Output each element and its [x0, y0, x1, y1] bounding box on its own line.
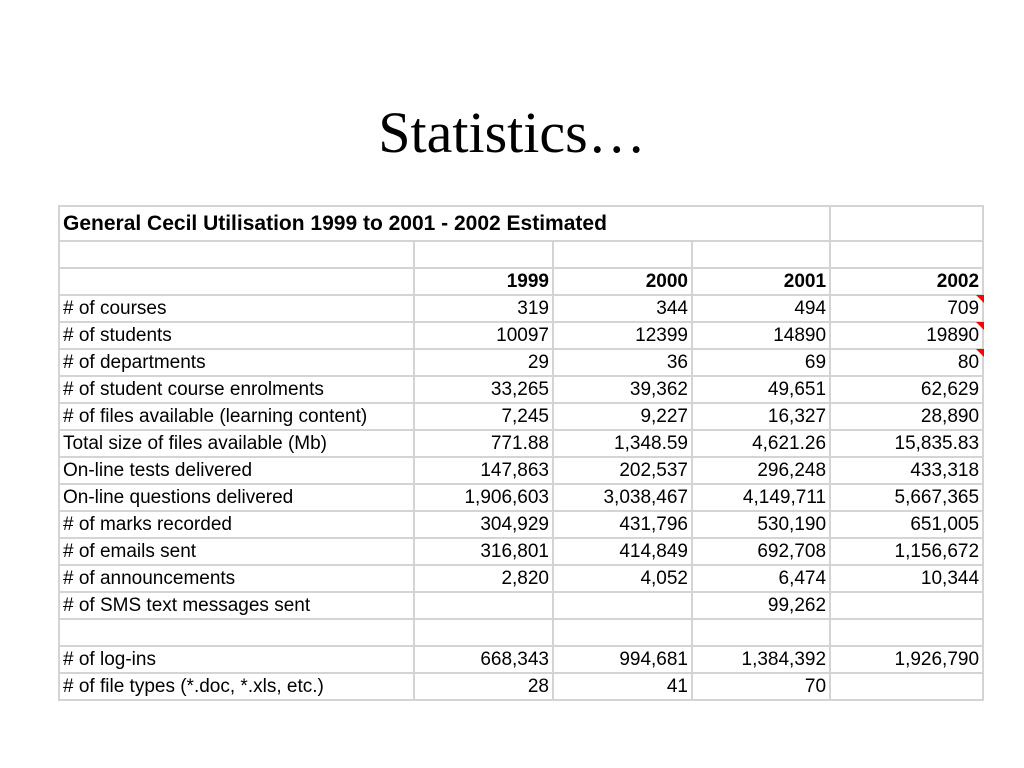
- value-cell-with-comment[interactable]: [830, 322, 983, 349]
- blank-row: [59, 241, 983, 268]
- value-cell: 668,343: [414, 646, 553, 673]
- header-label-cell: [59, 268, 414, 295]
- row-label: # of announcements: [59, 565, 414, 592]
- value-cell: 202,537: [553, 457, 692, 484]
- row-label: # of log-ins: [59, 646, 414, 673]
- value-cell: 7,245: [414, 403, 553, 430]
- slide-title: Statistics…: [378, 100, 646, 165]
- value-cell: 41: [553, 673, 692, 700]
- value-cell: [553, 592, 692, 619]
- value-cell: 9,227: [553, 403, 692, 430]
- row-label: # of student course enrolments: [59, 376, 414, 403]
- row-label: On-line tests delivered: [59, 457, 414, 484]
- value-text: 80: [957, 352, 980, 373]
- value-cell: 530,190: [692, 511, 830, 538]
- value-cell: 33,265: [414, 376, 553, 403]
- value-cell: 304,929: [414, 511, 553, 538]
- value-cell: 431,796: [553, 511, 692, 538]
- table-row: [59, 484, 983, 511]
- value-text: 709: [947, 298, 980, 319]
- value-cell: 994,681: [553, 646, 692, 673]
- value-cell: [414, 592, 553, 619]
- value-cell: 39,362: [553, 376, 692, 403]
- value-cell: 4,621.26: [692, 430, 830, 457]
- value-cell: 29: [414, 349, 553, 376]
- row-label: # of courses: [59, 295, 414, 322]
- row-label: # of students: [59, 322, 414, 349]
- value-cell: 4,149,711: [692, 484, 830, 511]
- value-cell: 28,890: [830, 403, 983, 430]
- table-row: [59, 403, 983, 430]
- value-cell: 28: [414, 673, 553, 700]
- table-row: [59, 349, 983, 376]
- value-cell: 1,348.59: [553, 430, 692, 457]
- table-row: [59, 646, 983, 673]
- table-row: [59, 511, 983, 538]
- value-cell-with-comment[interactable]: [830, 349, 983, 376]
- value-cell: 12399: [553, 322, 692, 349]
- value-cell: 49,651: [692, 376, 830, 403]
- value-cell: 99,262: [692, 592, 830, 619]
- table-row: [59, 538, 983, 565]
- value-cell: 3,038,467: [553, 484, 692, 511]
- comment-indicator-icon[interactable]: [976, 295, 984, 303]
- row-label: # of emails sent: [59, 538, 414, 565]
- table-row: [59, 592, 983, 619]
- row-label: # of files available (learning content): [59, 403, 414, 430]
- value-cell: 296,248: [692, 457, 830, 484]
- year-header-row: [59, 268, 983, 295]
- value-cell: 319: [414, 295, 553, 322]
- year-header: 2002: [830, 268, 983, 295]
- value-cell: 1,384,392: [692, 646, 830, 673]
- row-label: # of departments: [59, 349, 414, 376]
- value-cell: 5,667,365: [830, 484, 983, 511]
- row-label: # of file types (*.doc, *.xls, etc.): [59, 673, 414, 700]
- value-cell: 36: [553, 349, 692, 376]
- table-row: [59, 457, 983, 484]
- value-cell: 69: [692, 349, 830, 376]
- year-header: 2000: [553, 268, 692, 295]
- value-cell: 771.88: [414, 430, 553, 457]
- value-text: 19890: [926, 325, 980, 346]
- table-row: [59, 376, 983, 403]
- value-cell: [830, 592, 983, 619]
- value-cell: 1,906,603: [414, 484, 553, 511]
- value-cell: 62,629: [830, 376, 983, 403]
- blank-row: [59, 619, 983, 646]
- row-label: # of marks recorded: [59, 511, 414, 538]
- utilisation-table: [58, 205, 984, 701]
- value-cell: 494: [692, 295, 830, 322]
- table-title: General Cecil Utilisation 1999 to 2001 - 2002 Estimated: [59, 206, 830, 241]
- table-row: [59, 565, 983, 592]
- value-cell: 10097: [414, 322, 553, 349]
- value-cell: 1,156,672: [830, 538, 983, 565]
- row-label: Total size of files available (Mb): [59, 430, 414, 457]
- comment-indicator-icon[interactable]: [976, 322, 984, 330]
- value-cell: 433,318: [830, 457, 983, 484]
- value-cell: 651,005: [830, 511, 983, 538]
- table-row: [59, 322, 983, 349]
- value-cell: 344: [553, 295, 692, 322]
- table-row: [59, 295, 983, 322]
- value-cell: 16,327: [692, 403, 830, 430]
- year-header: 2001: [692, 268, 830, 295]
- value-cell: [830, 673, 983, 700]
- row-label: # of SMS text messages sent: [59, 592, 414, 619]
- value-cell: 2,820: [414, 565, 553, 592]
- row-label: On-line questions delivered: [59, 484, 414, 511]
- value-cell: 6,474: [692, 565, 830, 592]
- value-cell: 414,849: [553, 538, 692, 565]
- value-cell: 1,926,790: [830, 646, 983, 673]
- value-cell: 10,344: [830, 565, 983, 592]
- value-cell: 70: [692, 673, 830, 700]
- value-cell-with-comment[interactable]: [830, 295, 983, 322]
- empty-cell: [830, 206, 983, 241]
- value-cell: 692,708: [692, 538, 830, 565]
- year-header: 1999: [414, 268, 553, 295]
- table-row: [59, 673, 983, 700]
- value-cell: 15,835.83: [830, 430, 983, 457]
- table-title-row: [59, 206, 983, 241]
- table-row: [59, 430, 983, 457]
- value-cell: 316,801: [414, 538, 553, 565]
- value-cell: 14890: [692, 322, 830, 349]
- value-cell: 147,863: [414, 457, 553, 484]
- value-cell: 4,052: [553, 565, 692, 592]
- comment-indicator-icon[interactable]: [976, 349, 984, 357]
